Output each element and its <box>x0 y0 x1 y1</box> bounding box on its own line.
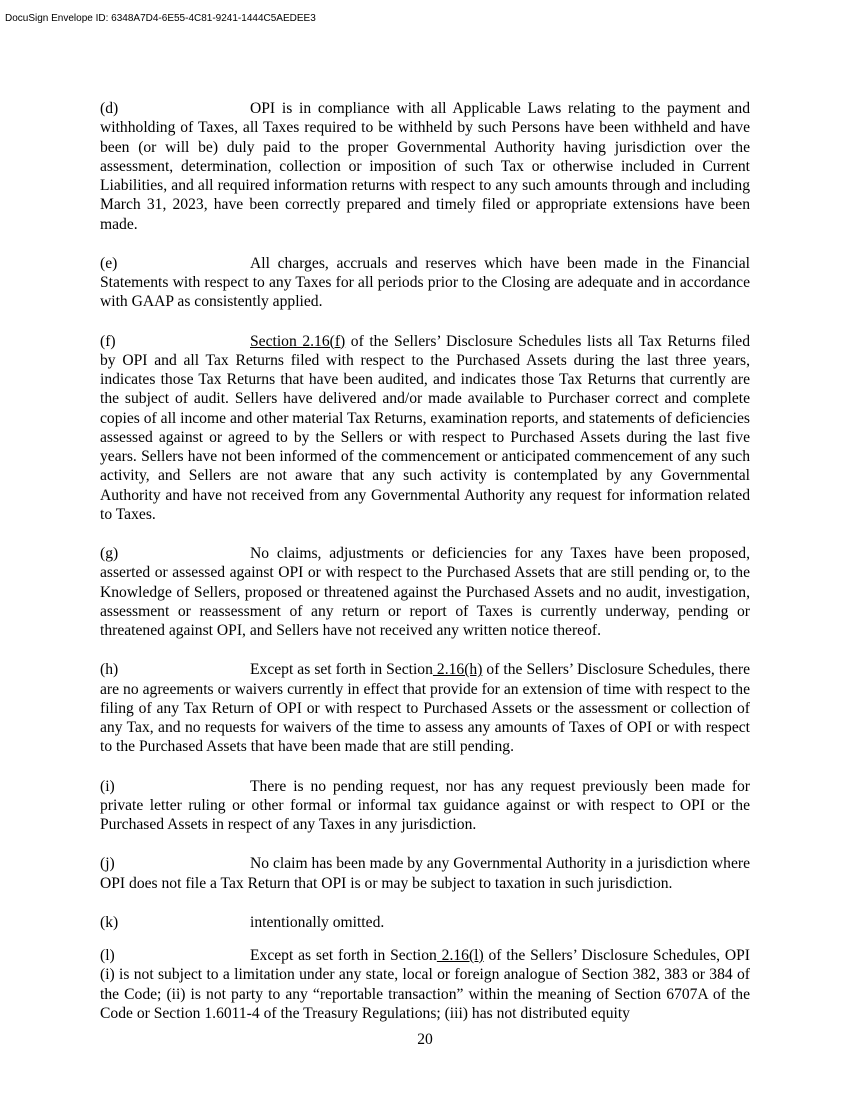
paragraph-text: intentionally omitted. <box>250 913 385 931</box>
paragraph-d <box>100 99 750 234</box>
paragraph-i <box>100 777 750 835</box>
paragraph-text: No claims, adjustments or deficiencies for any Taxes have been proposed, asserted or assessed against OPI or with respect to the Purchased Assets that are still pending or, to the Knowledge of Sellers, proposed or threatened against the Purchased Assets and no audit, investigation, assessment or reassessment of any return or report of Taxes is currently underway, pending or threatened against OPI, and Sellers have not received any written notice thereof. <box>100 545 750 639</box>
paragraph-text: No claim has been made by any Governmental Authority in a jurisdiction where OPI does not file a Tax Return that OPI is or may be subject to taxation in such jurisdiction. <box>100 855 750 892</box>
paragraph-text: of the Sellers’ Disclosure Schedules, there are no agreements or waivers currently in effect that provide for an extension of time with respect to the filing of any Tax Return of OPI or with respect to Purchased Assets or the assessment or collection of any Tax, and no requests for waivers of the time to assess any amounts of Taxes of OPI or with respect to the Purchased Assets that have been made that are still pending. <box>100 661 750 756</box>
paragraph-text: There is no pending request, nor has any request previously been made for private letter ruling or other formal or informal tax guidance against or with respect to OPI or the Purchased Assets in respect of any Taxes in any jurisdiction. <box>100 777 750 833</box>
paragraph-text: of the Sellers’ Disclosure Schedules, OPI (i) is not subject to a limitation under any state, local or foreign analogue of Section 382, 383 or 384 of the Code; (ii) is not party to any “reportable transaction” within the meaning of Section 6707A of the Code or Section 1.6011-4 of the Treasury Regulations; (iii) has not distributed equity <box>100 947 750 1022</box>
paragraph-label: (j) <box>100 855 115 873</box>
paragraph-l <box>100 946 750 1023</box>
paragraph-label: (e) <box>100 254 118 272</box>
section-reference-link: 2.16(h) <box>432 661 483 679</box>
paragraph-text: OPI is in compliance with all Applicable Laws relating to the payment and withholding of Taxes, all Taxes required to be withheld by such Persons have been withheld and have been (or will be) duly paid to the proper Governmental Authority having jurisdiction over the assessment, determination, collection or imposition of such Tax or otherwise included in Current Liabilities, and all required information returns with respect to any such amounts through and including March 31, 2023, have been correctly prepared and timely filed or appropriate extensions have been made. <box>100 100 750 233</box>
paragraph-label: (d) <box>100 100 119 117</box>
paragraph-label: (l) <box>100 947 115 964</box>
section-reference-link: 2.16(l) <box>436 947 484 964</box>
paragraph-label: (i) <box>100 777 115 795</box>
paragraph-f <box>100 332 750 525</box>
paragraph-j <box>100 854 750 893</box>
paragraph-g <box>100 544 750 640</box>
paragraph-label: (k) <box>100 913 119 931</box>
paragraph-e <box>100 254 750 312</box>
paragraph-text: of the Sellers’ Disclosure Schedules lists all Tax Returns filed by OPI and all Tax Returns filed with respect to the Purchased Assets during the last three years, indicates those Tax Returns that have been audited, and indicates those Tax Returns that currently are the subject of audit. Sellers have delivered and/or made available to Purchaser correct and complete copies of all income and other material Tax Returns, examination reports, and statements of deficiencies assessed against or agreed to by the Sellers or with respect to Purchased Assets during the last five years. Sellers have not been informed of the commencement or anticipated commencement of any such activity, and Sellers are not aware that any such activity is contemplated by any Governmental Authority and have not received from any Governmental Authority any request for information related to Taxes. <box>100 332 750 523</box>
section-reference-link: Section 2.16(f) <box>250 332 346 350</box>
paragraph-h <box>100 660 750 756</box>
paragraph-text-lead: Except as set forth in Section <box>250 661 433 679</box>
paragraph-label: (f) <box>100 332 116 350</box>
paragraph-label: (h) <box>100 661 119 679</box>
document-body <box>100 99 750 1043</box>
paragraph-label: (g) <box>100 545 119 562</box>
paragraph-k <box>100 913 750 932</box>
docusign-envelope-id: DocuSign Envelope ID: 6348A7D4-6E55-4C81-9241-1444C5AEDEE3 <box>5 13 316 24</box>
page-number: 20 <box>417 1031 433 1048</box>
paragraph-text: All charges, accruals and reserves which have been made in the Financial Statements with respect to any Taxes for all periods prior to the Closing are adequate and in accordance with GAAP as consistently applied. <box>100 254 750 311</box>
paragraph-text-lead: Except as set forth in Section <box>250 947 437 964</box>
